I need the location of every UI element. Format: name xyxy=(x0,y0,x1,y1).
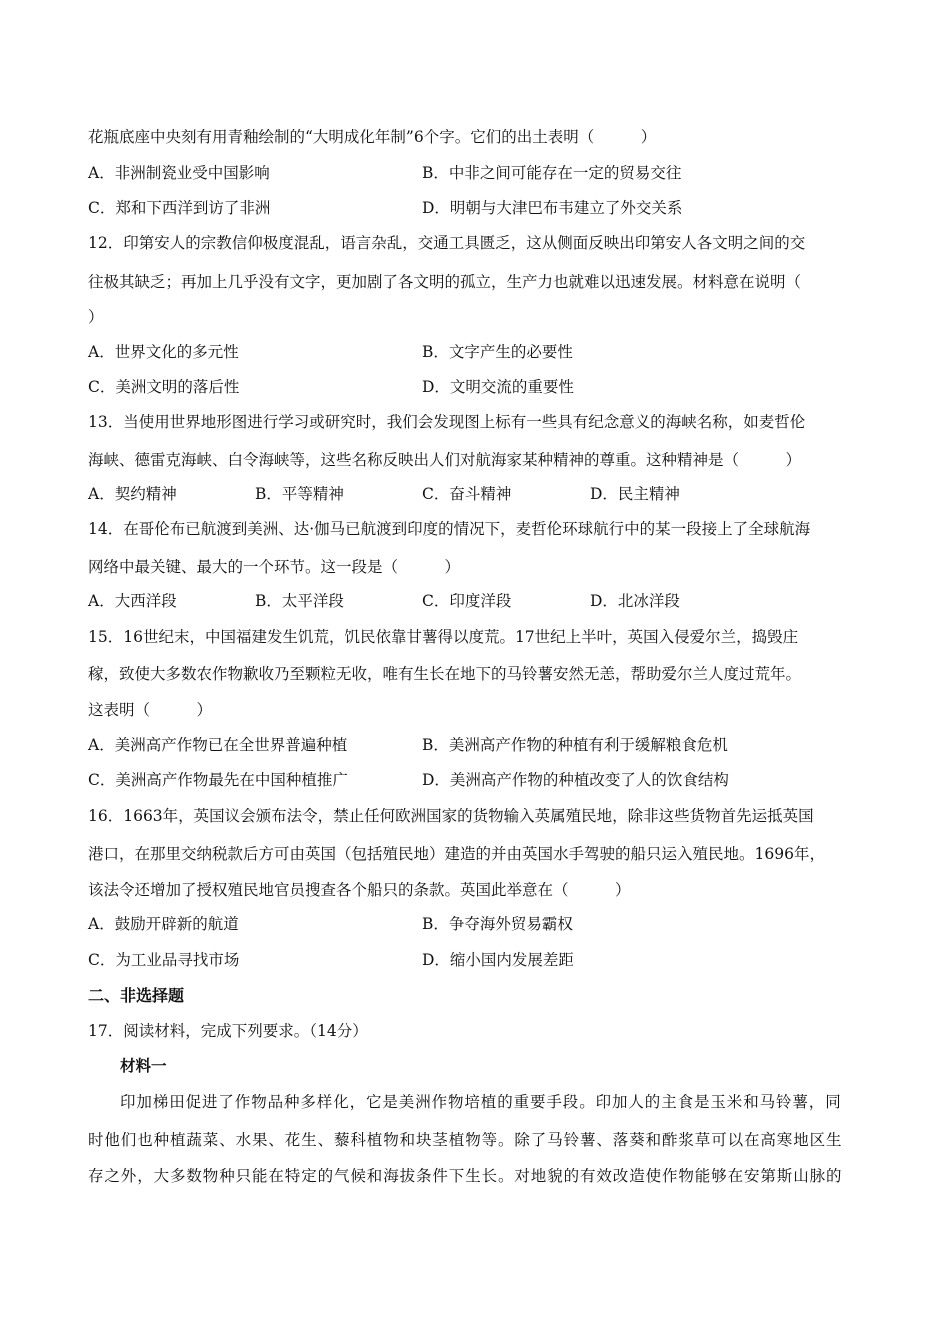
q11-stem-continuation: 花瓶底座中央刻有用青釉绘制的“大明成化年制”6个字。它们的出土表明（ ） xyxy=(88,128,657,146)
q15-option-c: C．美洲高产作物最先在中国种植推广 xyxy=(88,771,348,789)
q16-option-a: A．鼓励开辟新的航道 xyxy=(88,915,239,933)
q12-stem-line-3: ） xyxy=(88,308,104,326)
q11-option-a: A．非洲制瓷业受中国影响 xyxy=(88,164,270,182)
q13-option-b: B．平等精神 xyxy=(255,485,344,503)
material-one-heading: 材料一 xyxy=(120,1057,167,1075)
q13-option-a: A．契约精神 xyxy=(88,485,177,503)
q17-stem: 17．阅读材料，完成下列要求。（14分） xyxy=(88,1022,368,1040)
q14-stem-line-1: 14．在哥伦布已航渡到美洲、达·伽马已航渡到印度的情况下，麦哲伦环球航行中的某一段接上了全球航海 xyxy=(88,520,811,538)
q15-stem-line-1: 15．16世纪末，中国福建发生饥荒，饥民依靠甘薯得以度荒。17世纪上半叶，英国入侵爱尔兰，捣毁庄 xyxy=(88,628,799,646)
q15-option-b: B．美洲高产作物的种植有利于缓解粮食危机 xyxy=(422,736,728,754)
q15-stem-line-2: 稼，致使大多数农作物歉收乃至颗粒无收，唯有生长在地下的马铃薯安然无恙，帮助爱尔兰人度过荒年。 xyxy=(88,665,802,683)
q12-option-d: D．文明交流的重要性 xyxy=(422,378,574,396)
q12-option-b: B．文字产生的必要性 xyxy=(422,343,573,361)
q16-stem-line-2: 港口，在那里交纳税款后方可由英国（包括殖民地）建造的并由英国水手驾驶的船只运入殖民地。1696年， xyxy=(88,845,825,863)
q14-option-b: B．太平洋段 xyxy=(255,592,344,610)
q16-option-c: C．为工业品寻找市场 xyxy=(88,951,240,969)
q13-stem-line-1: 13．当使用世界地形图进行学习或研究时，我们会发现图上标有一些具有纪念意义的海峡名称，如麦哲伦 xyxy=(88,413,806,431)
q15-option-d: D．美洲高产作物的种植改变了人的饮食结构 xyxy=(422,771,729,789)
q14-option-a: A．大西洋段 xyxy=(88,592,177,610)
q15-stem-line-3: 这表明（ ） xyxy=(88,701,213,719)
q11-option-d: D．明朝与大津巴布韦建立了外交关系 xyxy=(422,199,683,217)
q14-option-c: C．印度洋段 xyxy=(422,592,512,610)
q11-option-b: B．中非之间可能存在一定的贸易交往 xyxy=(422,164,682,182)
material-one-line-2: 时他们也种植蔬菜、水果、花生、藜科植物和块茎植物等。除了马铃薯、落葵和酢浆草可以在高寒地区生 xyxy=(88,1131,843,1149)
q14-option-d: D．北冰洋段 xyxy=(590,592,680,610)
q11-option-c: C．郑和下西洋到访了非洲 xyxy=(88,199,271,217)
material-one-line-3: 存之外，大多数物种只能在特定的气候和海拔条件下生长。对地貌的有效改造使作物能够在安第斯山脉的 xyxy=(88,1167,843,1185)
q13-option-c: C．奋斗精神 xyxy=(422,485,512,503)
q16-stem-line-3: 该法令还增加了授权殖民地官员搜查各个船只的条款。英国此举意在（ ） xyxy=(88,881,631,899)
q16-stem-line-1: 16．1663年，英国议会颁布法令，禁止任何欧洲国家的货物输入英属殖民地，除非这些货物首先运抵英国 xyxy=(88,807,814,825)
q12-option-c: C．美洲文明的落后性 xyxy=(88,378,240,396)
q13-option-d: D．民主精神 xyxy=(590,485,680,503)
q16-option-b: B．争夺海外贸易霸权 xyxy=(422,915,573,933)
q14-stem-line-2: 网络中最关键、最大的一个环节。这一段是（ ） xyxy=(88,558,461,576)
q13-stem-line-2: 海峡、德雷克海峡、白令海峡等，这些名称反映出人们对航海家某种精神的尊重。这种精神是（ ） xyxy=(88,451,802,469)
q16-option-d: D．缩小国内发展差距 xyxy=(422,951,574,969)
q12-stem-line-1: 12．印第安人的宗教信仰极度混乱，语言杂乱，交通工具匮乏，这从侧面反映出印第安人各文明之间的交 xyxy=(88,234,806,252)
q12-option-a: A．世界文化的多元性 xyxy=(88,343,239,361)
q12-stem-line-2: 往极其缺乏；再加上几乎没有文字，更加剧了各文明的孤立，生产力也就难以迅速发展。材料意在说明（ xyxy=(88,273,802,291)
material-one-line-1: 印加梯田促进了作物品种多样化，它是美洲作物培植的重要手段。印加人的主食是玉米和马铃薯，同 xyxy=(120,1093,842,1111)
q15-option-a: A．美洲高产作物已在全世界普遍种植 xyxy=(88,736,348,754)
section-heading-non-choice: 二、非选择题 xyxy=(88,986,185,1005)
